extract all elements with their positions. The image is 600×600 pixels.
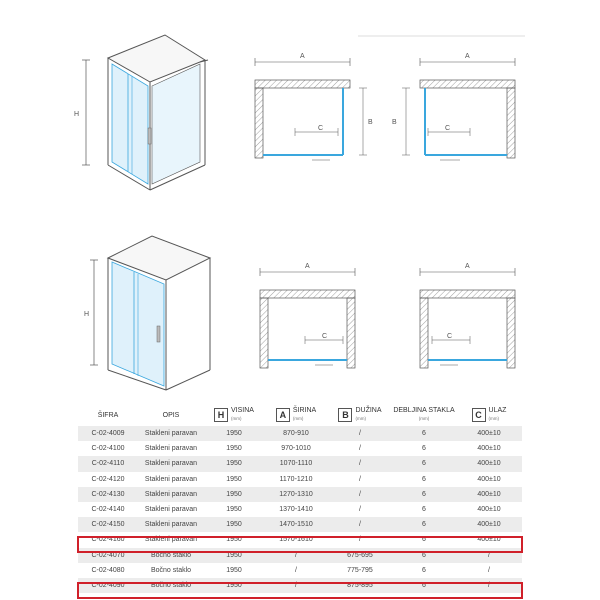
cell-thickness: 6 [392, 548, 456, 563]
cell-entry: / [456, 548, 522, 563]
cell-height: 1950 [204, 563, 264, 578]
entry-badge: C [472, 408, 486, 422]
plan1-entry-label: C [318, 125, 324, 132]
cell-height: 1950 [204, 426, 264, 441]
cell-length: / [328, 517, 392, 532]
cell-width: 1470-1510 [264, 517, 328, 532]
height-header-label: VISINA [231, 407, 254, 414]
table-row [78, 441, 522, 456]
cell-entry: 400±10 [456, 532, 522, 547]
cell-thickness: 6 [392, 426, 456, 441]
cell-width: / [264, 578, 328, 593]
plan-niche-left [260, 268, 355, 368]
cell-length: / [328, 426, 392, 441]
table-row [78, 456, 522, 471]
height-dimension-bottom [90, 260, 98, 365]
length-header-label: DUŽINA [355, 407, 382, 414]
cell-length: / [328, 487, 392, 502]
table-row [78, 487, 522, 502]
cell-code: C-02-4140 [78, 502, 138, 517]
header-code: ŠIFRA [97, 411, 119, 419]
cell-code: C-02-4130 [78, 487, 138, 502]
table-row-highlighted [78, 532, 522, 547]
cell-height: 1950 [204, 487, 264, 502]
cell-width: 1570-1610 [264, 532, 328, 547]
enclosure-corner-3d [108, 35, 208, 190]
cell-code: C-02-4090 [78, 578, 138, 593]
cell-entry: 400±10 [456, 517, 522, 532]
cell-desc: Stakleni paravan [138, 441, 204, 456]
width-header-label: ŠIRINA [292, 407, 317, 414]
plan-niche-right [420, 268, 515, 368]
plan1-width-label: A [300, 53, 305, 60]
cell-code: C-02-4070 [78, 548, 138, 563]
cell-length: / [328, 532, 392, 547]
cell-code: C-02-4100 [78, 441, 138, 456]
length-badge: B [338, 408, 352, 422]
thickness-header-label: DEBLJINA STAKLA [393, 407, 455, 414]
table-row [78, 472, 522, 487]
cell-length: / [328, 456, 392, 471]
header-width [264, 404, 328, 426]
cell-thickness: 6 [392, 578, 456, 593]
plan3-width-label: A [305, 263, 310, 270]
cell-entry: 400±10 [456, 441, 522, 456]
cell-entry: 400±10 [456, 426, 522, 441]
entry-unit: (mm) [488, 416, 500, 421]
cell-width: / [264, 548, 328, 563]
cell-desc: Bočno staklo [138, 548, 204, 563]
width-badge: A [276, 408, 290, 422]
cell-width: 970-1010 [264, 441, 328, 456]
cell-entry: 400±10 [456, 456, 522, 471]
plan-corner-right [402, 58, 515, 160]
cell-thickness: 6 [392, 563, 456, 578]
cell-code: C-02-4080 [78, 563, 138, 578]
plan2-depth-label: B [392, 119, 397, 126]
height-label-bottom: H [84, 311, 90, 318]
cell-length: 675-695 [328, 548, 392, 563]
cell-entry: 400±10 [456, 472, 522, 487]
table-row [78, 563, 522, 578]
cell-entry: 400±10 [456, 502, 522, 517]
cell-desc: Stakleni paravan [138, 472, 204, 487]
cell-width: 870-910 [264, 426, 328, 441]
cell-code: C-02-4009 [78, 426, 138, 441]
header-height [204, 404, 264, 426]
cell-width: 1370-1410 [264, 502, 328, 517]
cell-width: 1070-1110 [264, 456, 328, 471]
cell-thickness: 6 [392, 456, 456, 471]
cell-entry: / [456, 563, 522, 578]
cell-desc: Stakleni paravan [138, 456, 204, 471]
cell-code: C-02-4120 [78, 472, 138, 487]
cell-length: / [328, 502, 392, 517]
cell-height: 1950 [204, 441, 264, 456]
length-unit: (mm) [355, 416, 366, 421]
cell-desc: Bočno staklo [138, 563, 204, 578]
cell-desc: Bočno staklo [138, 578, 204, 593]
table-row-highlighted [78, 578, 522, 593]
table-row [78, 426, 522, 441]
cell-width: 1270-1310 [264, 487, 328, 502]
cell-thickness: 6 [392, 517, 456, 532]
cell-height: 1950 [204, 532, 264, 547]
cell-code: C-02-4110 [78, 456, 138, 471]
plan3-entry-label: C [322, 333, 328, 340]
height-badge: H [214, 408, 228, 422]
height-unit: (mm) [231, 416, 242, 421]
header-thickness [392, 404, 456, 426]
height-label-top: H [74, 111, 80, 118]
entry-header-label: ULAZ [488, 407, 507, 414]
cell-width: 1170-1210 [264, 472, 328, 487]
cell-entry: 400±10 [456, 487, 522, 502]
width-unit: (mm) [292, 416, 304, 421]
cell-width: / [264, 563, 328, 578]
cell-thickness: 6 [392, 532, 456, 547]
header-length [328, 404, 392, 426]
plan2-entry-label: C [445, 125, 451, 132]
cell-length: / [328, 472, 392, 487]
table-row [78, 517, 522, 532]
cell-entry: / [456, 578, 522, 593]
table-header-row [78, 404, 522, 426]
plan4-entry-label: C [447, 333, 453, 340]
spec-table [78, 404, 522, 593]
cell-thickness: 6 [392, 441, 456, 456]
thickness-unit: (mm) [418, 416, 430, 421]
cell-thickness: 6 [392, 472, 456, 487]
cell-thickness: 6 [392, 487, 456, 502]
cell-height: 1950 [204, 502, 264, 517]
plan-corner-left [255, 58, 367, 160]
cell-height: 1950 [204, 472, 264, 487]
cell-length: / [328, 441, 392, 456]
table-row [78, 502, 522, 517]
cell-length: 875-895 [328, 578, 392, 593]
cell-desc: Stakleni paravan [138, 532, 204, 547]
cell-length: 775-795 [328, 563, 392, 578]
cell-desc: Stakleni paravan [138, 426, 204, 441]
cell-height: 1950 [204, 578, 264, 593]
table-row [78, 548, 522, 563]
header-desc: OPIS [162, 411, 180, 419]
header-entry [456, 404, 522, 426]
cell-desc: Stakleni paravan [138, 487, 204, 502]
cell-height: 1950 [204, 456, 264, 471]
cell-code: C-02-4160 [78, 532, 138, 547]
cell-desc: Stakleni paravan [138, 517, 204, 532]
plan4-width-label: A [465, 263, 470, 270]
plan1-depth-label: B [368, 119, 373, 126]
cell-height: 1950 [204, 548, 264, 563]
enclosure-niche-3d [108, 236, 210, 390]
plan2-width-label: A [465, 53, 470, 60]
cell-height: 1950 [204, 517, 264, 532]
cell-code: C-02-4150 [78, 517, 138, 532]
cell-thickness: 6 [392, 502, 456, 517]
height-dimension-top [82, 60, 90, 165]
cell-desc: Stakleni paravan [138, 502, 204, 517]
